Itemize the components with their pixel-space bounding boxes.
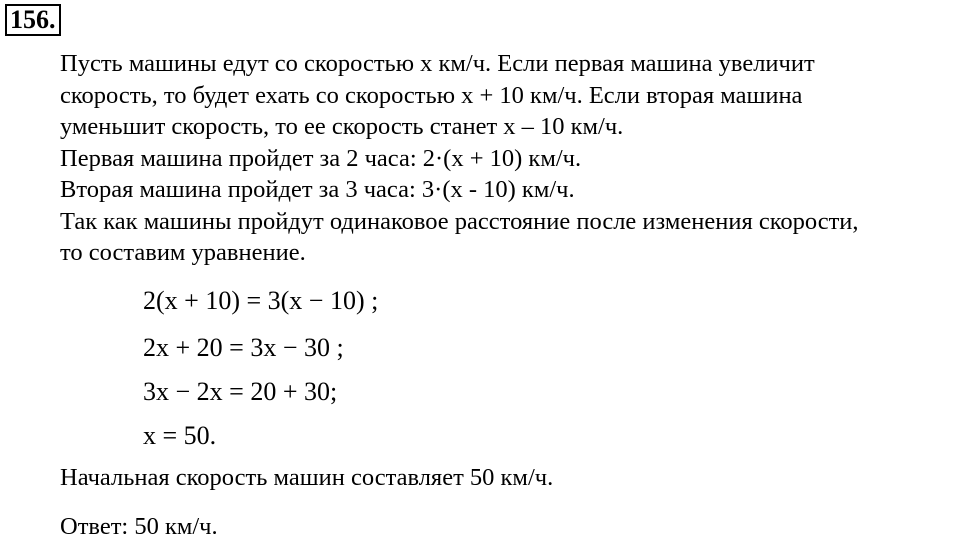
solution-line: то составим уравнение. bbox=[60, 239, 306, 266]
solution-line: уменьшит скорость, то ее скорость станет x – 10 км/ч. bbox=[60, 113, 624, 140]
equation: 2x + 20 = 3x − 30 ; bbox=[143, 333, 344, 362]
problem-number: 156. bbox=[5, 4, 61, 36]
solution-line: Так как машины пройдут одинаковое расстояние после изменения скорости, bbox=[60, 207, 859, 235]
solution-line: Пусть машины едут со скоростью x км/ч. Если первая машина увеличит bbox=[60, 50, 815, 77]
solution-text bbox=[60, 48, 960, 269]
solution-line: Первая машина пройдет за 2 часа: 2·(x + 10) км/ч. bbox=[60, 144, 582, 172]
equation: x = 50. bbox=[143, 421, 217, 450]
solution-line: Вторая машина пройдет за 3 часа: 3·(x - 10) км/ч. bbox=[60, 176, 575, 203]
conclusion-text: Начальная скорость машин составляет 50 км/ч. bbox=[60, 464, 554, 491]
equation: 3x − 2x = 20 + 30; bbox=[143, 377, 338, 406]
solution-line: скорость, то будет ехать со скоростью x + 10 км/ч. Если вторая машина bbox=[60, 81, 803, 109]
answer-text: Ответ: 50 км/ч. bbox=[60, 513, 218, 540]
equation: 2(x + 10) = 3(x − 10) ; bbox=[143, 286, 379, 315]
